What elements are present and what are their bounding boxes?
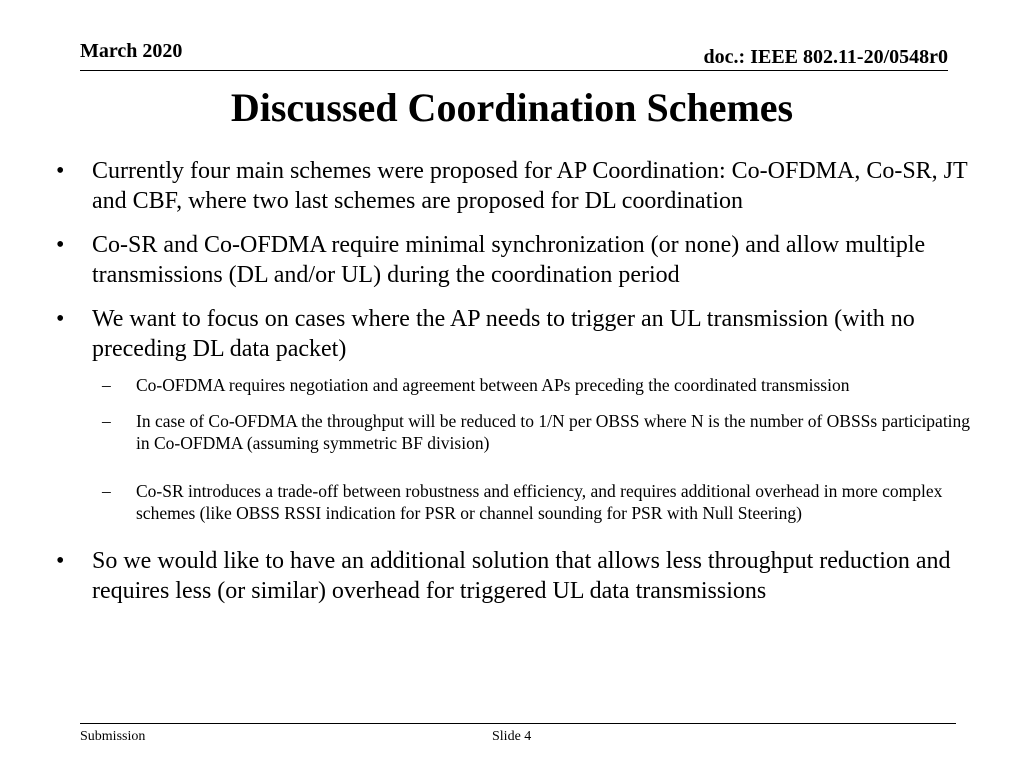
bullet-item: [52, 304, 982, 524]
bullet-text: So we would like to have an additional solution that allows less throughput reduction and requires less (or similar) overhead for triggered UL data transmissions: [92, 548, 951, 604]
sub-bullet-item: [92, 410, 982, 454]
sub-bullet-marker: –: [102, 481, 111, 501]
sub-bullet-list: [92, 374, 982, 524]
bullet-marker: •: [56, 232, 65, 258]
bullet-text: Co-SR and Co-OFDMA require minimal synchronization (or none) and allow multiple transmissions (DL and/or UL) during the coordination period: [92, 232, 926, 288]
bullet-marker: •: [56, 158, 65, 184]
header-date: March 2020: [80, 40, 183, 62]
bullet-item: [52, 546, 982, 606]
footer-submission: Submission: [80, 729, 146, 744]
sub-bullet-item: [92, 480, 982, 524]
sub-bullet-text: In case of Co-OFDMA the throughput will be reduced to 1/N per OBSS where N is the number of OBSSs participating in Co-OFDMA (assuming symmetric BF division): [136, 411, 971, 453]
bullet-list: [52, 156, 982, 620]
sub-bullet-marker: –: [102, 375, 111, 395]
sub-bullet-marker: –: [102, 411, 111, 431]
bullet-text: We want to focus on cases where the AP needs to trigger an UL transmission (with no preceding DL data packet): [92, 306, 915, 362]
header-doc-id: doc.: IEEE 802.11-20/0548r0: [703, 46, 948, 68]
header-divider: [80, 70, 948, 71]
bullet-item: [52, 156, 982, 216]
bullet-marker: •: [56, 306, 65, 332]
footer-divider: [80, 723, 956, 724]
bullet-text: Currently four main schemes were proposed for AP Coordination: Co-OFDMA, Co-SR, JT and CBF, where two last schemes are proposed for DL coordination: [92, 158, 968, 214]
bullet-marker: •: [56, 548, 65, 574]
bullet-item: [52, 230, 982, 290]
sub-bullet-item: [92, 374, 982, 396]
sub-bullet-text: Co-OFDMA requires negotiation and agreement between APs preceding the coordinated transmission: [136, 375, 850, 395]
slide-title: Discussed Coordination Schemes: [230, 85, 794, 130]
footer-slide-number: Slide 4: [492, 729, 532, 744]
sub-bullet-text: Co-SR introduces a trade-off between robustness and efficiency, and requires additional overhead in more complex schemes (like OBSS RSSI indication for PSR or channel sounding for PSR with Null Steering): [136, 481, 943, 523]
